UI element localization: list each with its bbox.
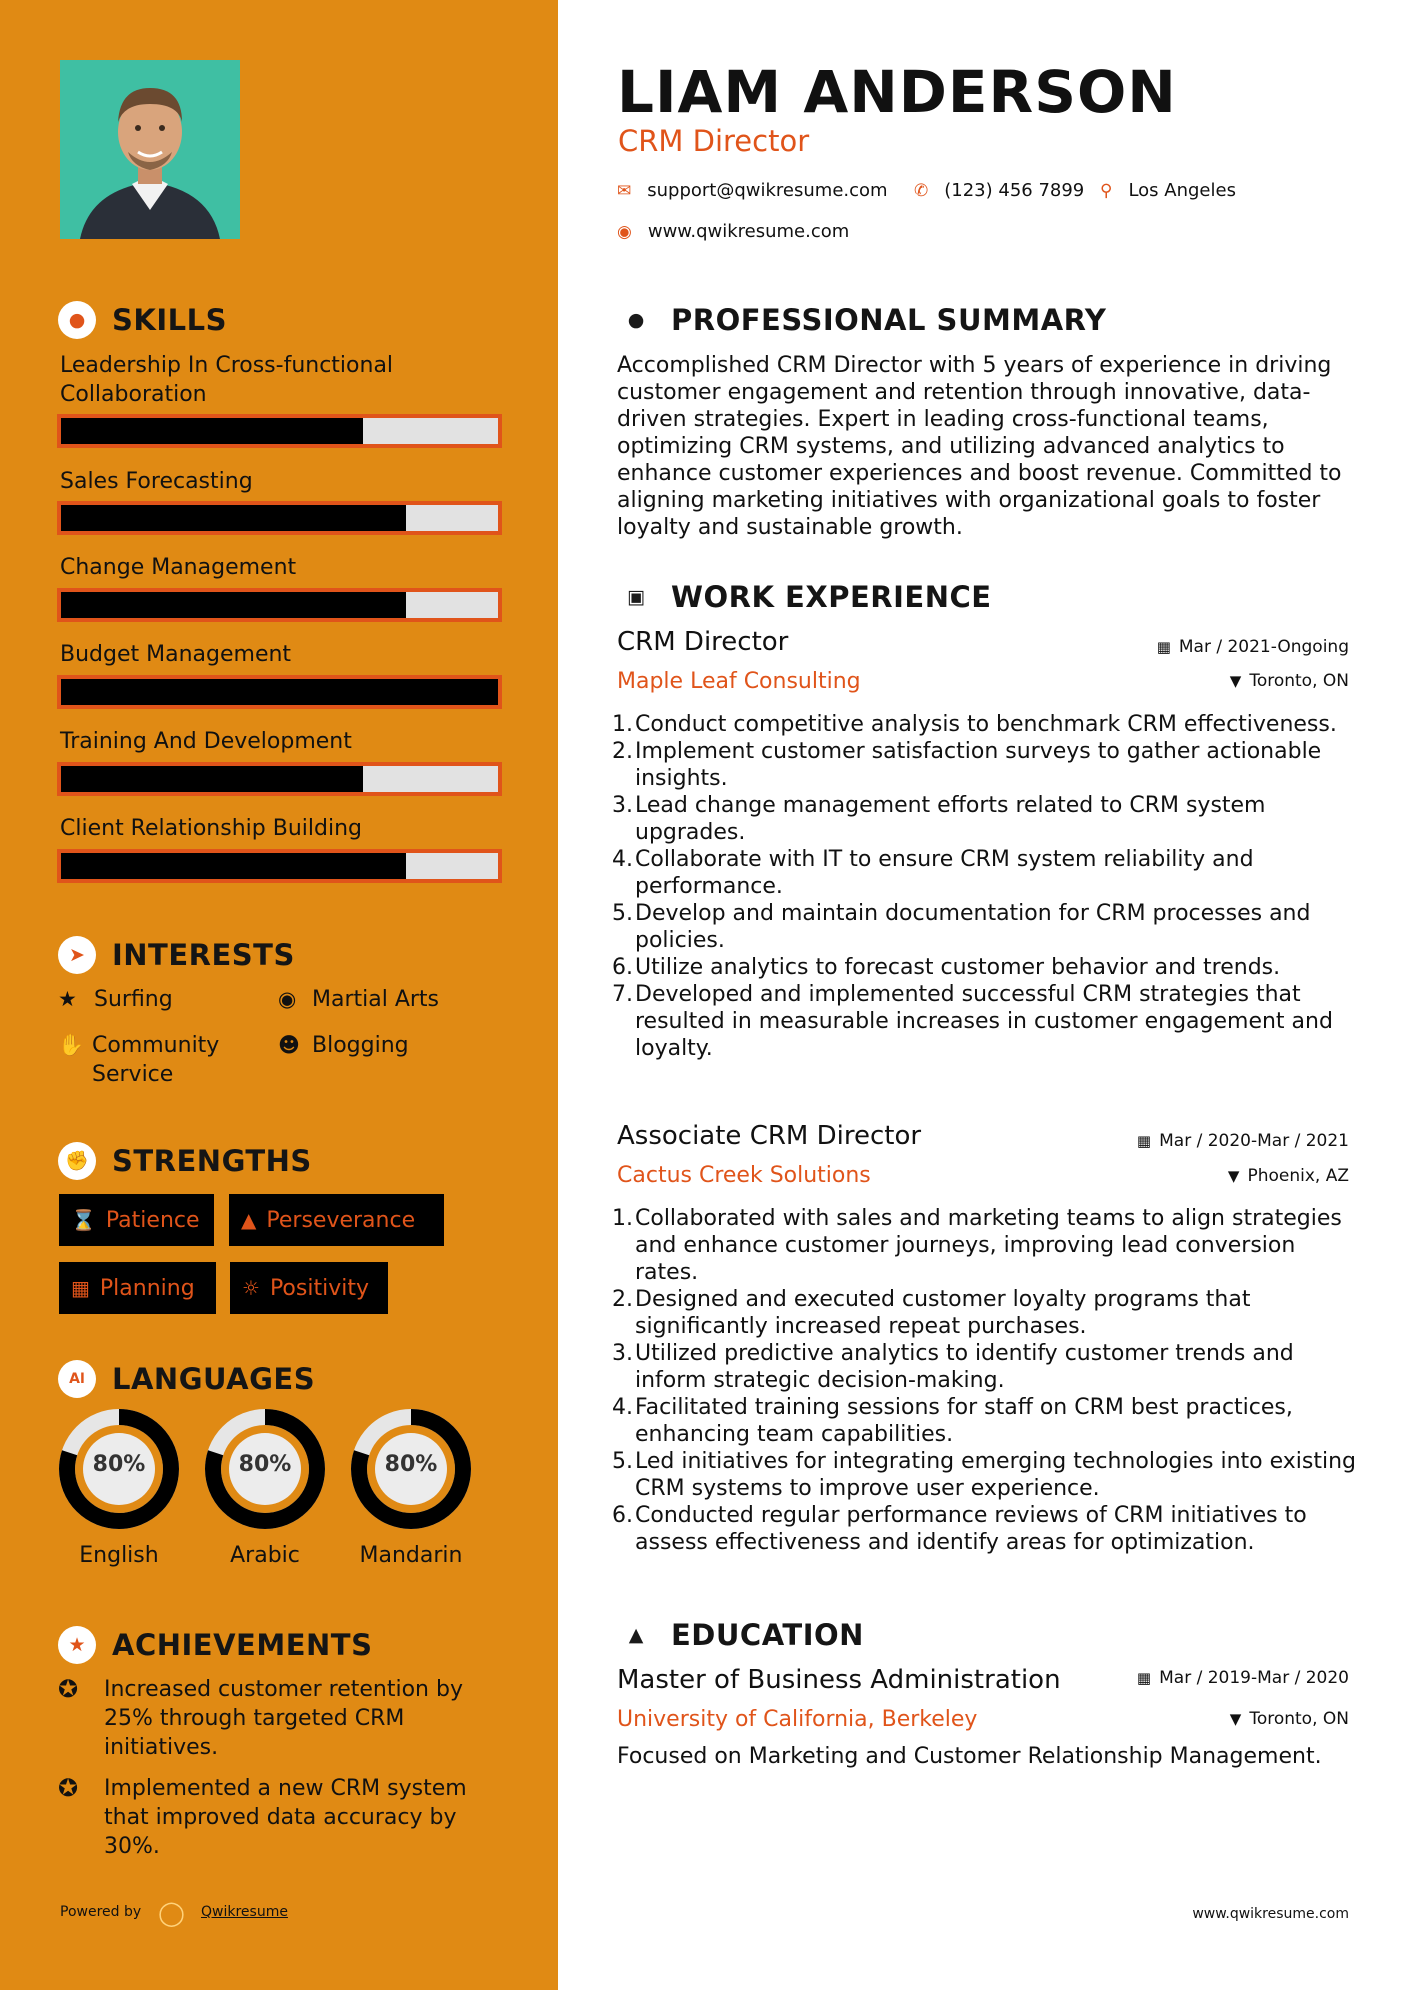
interest-item	[58, 985, 258, 1014]
skill-bar	[57, 588, 502, 622]
qwikresume-link[interactable]: Qwikresume	[201, 1904, 288, 1920]
hourglass-icon: ⌛	[71, 1208, 96, 1232]
school-name: University of California, Berkeley	[617, 1707, 978, 1732]
sun-icon: ☼	[242, 1276, 260, 1300]
star-icon: ✪	[58, 1675, 79, 1703]
interest-item	[58, 1031, 248, 1089]
duty-item: Collaborated with sales and marketing teams to align strategies and enhance customer journeys, improving lead conversion rates.	[635, 1206, 1342, 1285]
interest-item	[278, 1031, 508, 1060]
email-text: support@qwikresume.com	[647, 180, 888, 201]
lightbulb-icon: ●	[58, 301, 96, 339]
skill-name: Training And Development	[60, 729, 352, 754]
skill-name: Leadership In Cross-functional Collaboration	[60, 353, 394, 407]
job-title: Associate CRM Director	[617, 1121, 922, 1151]
envelope-icon: ✉	[617, 180, 632, 201]
job-location-text: Phoenix, AZ	[1247, 1166, 1349, 1186]
globe-icon: ◉	[278, 987, 297, 1011]
star-icon: ★	[58, 987, 77, 1011]
job-duties	[612, 711, 1357, 1062]
graduation-cap-icon: ▲	[628, 1623, 644, 1646]
job-location	[1228, 1166, 1349, 1186]
pin-icon: ▼	[1227, 1167, 1240, 1185]
education-title: EDUCATION	[671, 1618, 864, 1652]
interests-header	[58, 936, 295, 974]
interest-label: Community Service	[92, 1033, 220, 1087]
skills-title: SKILLS	[112, 303, 227, 337]
language-percent: 80%	[92, 1452, 146, 1477]
candidate-title: CRM Director	[618, 124, 810, 158]
duty-item: Designed and executed customer loyalty programs that significantly increased repeat purchases.	[635, 1287, 1251, 1339]
calendar-icon: ▦	[1156, 638, 1171, 656]
strengths-title: STRENGTHS	[112, 1144, 312, 1178]
skills-header	[58, 301, 227, 339]
interest-item	[278, 985, 508, 1014]
education-dates	[1137, 1668, 1349, 1688]
interest-label: Blogging	[312, 1033, 409, 1058]
education-dates-text: Mar / 2019-Mar / 2020	[1159, 1668, 1349, 1688]
contact-phone[interactable]	[914, 180, 1084, 201]
strength-tag	[59, 1194, 214, 1246]
skill-bar-fill	[61, 853, 406, 879]
skill-bar-fill	[61, 505, 406, 531]
languages-header	[58, 1360, 315, 1398]
duty-item: Collaborate with IT to ensure CRM system reliability and performance.	[635, 847, 1254, 899]
language-percent: 80%	[384, 1452, 438, 1477]
user-icon: ●	[627, 308, 645, 331]
location-text: Los Angeles	[1128, 180, 1236, 201]
interest-label: Martial Arts	[312, 987, 440, 1012]
duty-item: Lead change management efforts related to CRM system upgrades.	[635, 793, 1266, 845]
duty-item: Facilitated training sessions for staff on CRM best practices, enhancing team capabilities.	[635, 1395, 1293, 1447]
fist-icon: ✊	[58, 1142, 96, 1180]
calendar-icon: ▦	[1136, 1669, 1152, 1687]
education-location-text: Toronto, ON	[1249, 1709, 1349, 1729]
job-dates	[1157, 637, 1349, 657]
hand-icon: ✋	[58, 1033, 85, 1057]
strength-label: Positivity	[269, 1275, 369, 1301]
experience-header	[617, 578, 992, 616]
language-percent: 80%	[238, 1452, 292, 1477]
achievement-item: Implemented a new CRM system that improved data accuracy by 30%.	[104, 1776, 467, 1859]
language-name: Arabic	[230, 1543, 300, 1568]
skill-bar	[57, 849, 502, 883]
skill-bar-fill	[61, 592, 406, 618]
powered-by-text: Powered by	[60, 1904, 142, 1920]
contact-website[interactable]	[617, 221, 849, 242]
summary-header	[617, 301, 1106, 339]
strength-tag	[230, 1262, 388, 1314]
duty-item: Utilize analytics to forecast customer behavior and trends.	[635, 955, 1281, 980]
duty-item: Conduct competitive analysis to benchmark CRM effectiveness.	[635, 712, 1337, 737]
footer-website-link[interactable]: www.qwikresume.com	[1192, 1906, 1349, 1922]
achievements-header	[58, 1626, 372, 1664]
duty-item: Implement customer satisfaction surveys to gather actionable insights.	[635, 739, 1322, 791]
duty-item: Develop and maintain documentation for CRM processes and policies.	[635, 901, 1311, 953]
experience-title: WORK EXPERIENCE	[671, 580, 992, 614]
profile-photo	[60, 60, 240, 239]
education-header	[617, 1616, 864, 1654]
strength-tag	[229, 1194, 444, 1246]
job-duties	[612, 1205, 1357, 1556]
star-badge-icon: ★	[58, 1626, 96, 1664]
job-dates	[1137, 1131, 1349, 1151]
job-dates-text: Mar / 2020-Mar / 2021	[1159, 1131, 1349, 1151]
skill-bar	[57, 762, 502, 796]
pin-icon: ▼	[1229, 672, 1242, 690]
globe-icon: ◉	[617, 221, 632, 242]
strength-label: Planning	[99, 1275, 195, 1301]
duty-item: Developed and implemented successful CRM strategies that resulted in measurable increases in customer engagement and loyalty.	[635, 982, 1333, 1061]
sidebar	[0, 0, 558, 1990]
language-name: English	[79, 1543, 159, 1568]
skill-name: Change Management	[60, 555, 297, 580]
achievement-item: Increased customer retention by 25% through targeted CRM initiatives.	[104, 1677, 463, 1760]
strengths-header	[58, 1142, 312, 1180]
paper-plane-icon: ➤	[58, 936, 96, 974]
interest-label: Surfing	[94, 987, 173, 1012]
skill-bar	[57, 675, 502, 709]
job-company: Maple Leaf Consulting	[617, 669, 861, 694]
strength-label: Perseverance	[266, 1207, 416, 1233]
website-text: www.qwikresume.com	[647, 221, 850, 242]
contact-email[interactable]	[617, 180, 888, 201]
pin-icon: ▼	[1229, 1710, 1242, 1728]
skill-bar	[57, 414, 502, 448]
job-location-text: Toronto, ON	[1249, 671, 1349, 691]
degree-title: Master of Business Administration	[617, 1665, 1061, 1695]
star-icon: ✪	[58, 1774, 79, 1802]
job-title: CRM Director	[617, 627, 789, 657]
languages-title: LANGUAGES	[112, 1362, 316, 1396]
job-dates-text: Mar / 2021-Ongoing	[1178, 637, 1349, 657]
duty-item: Utilized predictive analytics to identify customer trends and inform strategic decision-making.	[635, 1341, 1294, 1393]
language-icon: Aا	[58, 1360, 96, 1398]
road-icon: ▲	[241, 1208, 257, 1232]
candidate-name: LIAM ANDERSON	[617, 58, 1177, 126]
chair-icon: ▣	[627, 585, 645, 608]
education-location	[1230, 1709, 1349, 1729]
job-company: Cactus Creek Solutions	[617, 1163, 871, 1188]
job-location	[1230, 671, 1349, 691]
skill-bar-fill	[61, 679, 498, 705]
duty-item: Led initiatives for integrating emerging technologies into existing CRM systems to improve user experience.	[635, 1449, 1356, 1501]
duty-item: Conducted regular performance reviews of CRM initiatives to assess effectiveness and identify areas for optimization.	[635, 1503, 1307, 1555]
skill-name: Sales Forecasting	[60, 469, 253, 494]
strength-tag	[59, 1262, 216, 1314]
language-name: Mandarin	[359, 1543, 463, 1568]
skill-bar-fill	[61, 766, 363, 792]
skill-name: Budget Management	[60, 642, 292, 667]
summary-title: PROFESSIONAL SUMMARY	[671, 303, 1107, 337]
calendar-icon: ▦	[71, 1276, 90, 1300]
phone-text: (123) 456 7899	[944, 180, 1085, 201]
calendar-icon: ▦	[1136, 1132, 1152, 1150]
summary-text: Accomplished CRM Director with 5 years of experience in driving customer engagement and retention through innovative, data-driven strategies. Expert in leading cross-functional teams, optimizing CRM systems, and utilizing advanced analytics to enhance customer experiences and boost revenue. Committed to aligning marketing initiatives with organizational goals to foster loyalty and sustainable growth.	[617, 353, 1342, 540]
strength-label: Patience	[105, 1207, 200, 1233]
phone-icon: ✆	[914, 180, 929, 201]
education-note: Focused on Marketing and Customer Relationship Management.	[617, 1744, 1322, 1769]
map-pin-icon: ⚲	[1100, 180, 1113, 201]
skill-name: Client Relationship Building	[60, 816, 362, 841]
skill-bar	[57, 501, 502, 535]
qwikresume-logo-icon: ◯	[158, 1899, 185, 1927]
skill-bar-fill	[61, 418, 363, 444]
achievements-title: ACHIEVEMENTS	[112, 1628, 373, 1662]
contact-location	[1100, 180, 1236, 201]
users-icon: ☻	[278, 1033, 300, 1057]
interests-title: INTERESTS	[112, 938, 295, 972]
